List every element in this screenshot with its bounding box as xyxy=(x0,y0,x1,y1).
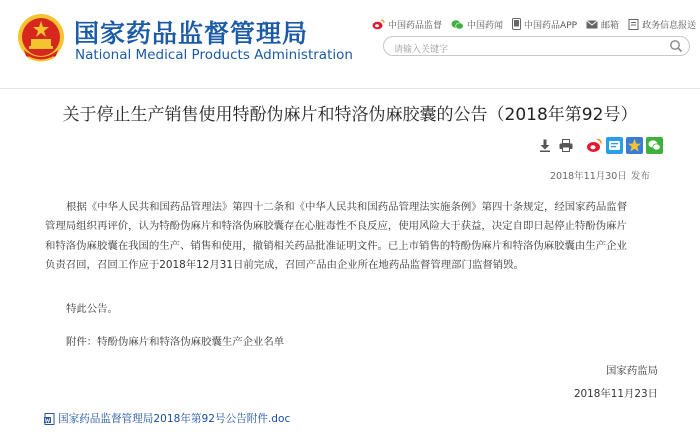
mail-icon xyxy=(586,20,598,29)
attachment-link[interactable] xyxy=(44,411,290,426)
paragraph-line: 和特洛伪麻胶囊在我国的生产、销售和使用，撤销相关药品批准证明文件。已上市销售的特酚伪麻片和特洛伪麻胶囊由生产企业 xyxy=(45,239,627,252)
article-paragraph-1 xyxy=(45,198,675,276)
top-links xyxy=(372,15,700,33)
toplink-label: 中国药闻 xyxy=(467,20,504,31)
wechat-icon xyxy=(451,19,464,30)
paragraph-line: 管理局组织再评价，认为特酚伪麻片和特洛伪麻胶囊存在心脏毒性不良反应，使用风险大于获益，决定自即日起停止特酚伪麻片 xyxy=(45,220,627,233)
publish-label: 发布 xyxy=(630,171,650,182)
site-name-en[interactable]: National Medical Products Administration xyxy=(75,47,353,63)
weibo-icon xyxy=(372,19,385,30)
share-wechat-button[interactable] xyxy=(646,137,663,154)
print-button[interactable] xyxy=(558,138,574,154)
search-input[interactable] xyxy=(394,41,654,59)
signature-date: 2018年11月23日 xyxy=(573,388,658,400)
header-divider xyxy=(0,88,700,89)
article-attachment-note: 附件：特酚伪麻片和特洛伪麻胶囊生产企业名单 xyxy=(66,336,285,348)
toplink-label: 中国药品APP xyxy=(524,20,578,31)
download-button[interactable] xyxy=(537,138,553,154)
signature-org: 国家药监局 xyxy=(606,365,658,377)
weibo-share-icon xyxy=(586,137,603,154)
paragraph-line: 根据《中华人民共和国药品管理法》第四十二条和《中华人民共和国药品管理法实施条例》第四十条规定，经国家药品监督 xyxy=(66,201,628,213)
article-closing: 特此公告。 xyxy=(66,303,118,315)
search-box xyxy=(383,36,690,56)
toplink-label: 中国药品监督 xyxy=(388,20,443,31)
share-favorite-button[interactable] xyxy=(626,137,643,154)
site-header xyxy=(0,0,700,88)
national-emblem-icon[interactable] xyxy=(16,12,66,64)
mobile-app-icon xyxy=(512,18,521,30)
toplink-mail[interactable] xyxy=(586,18,619,31)
search-icon[interactable] xyxy=(669,39,683,53)
toplink-weibo[interactable] xyxy=(372,18,442,31)
wechat-share-icon xyxy=(646,137,663,154)
site-name-cn[interactable]: 国家药品监督管理局 xyxy=(74,19,309,48)
toplink-label: 邮箱 xyxy=(601,20,620,31)
star-share-icon xyxy=(626,137,643,154)
article-tools xyxy=(537,137,666,154)
attachment-link-label: 国家药品监督管理局2018年第92号公告附件.doc xyxy=(58,413,291,425)
toplink-wechat[interactable] xyxy=(451,18,503,31)
publish-info xyxy=(550,168,650,182)
toplink-report[interactable] xyxy=(628,18,696,31)
report-icon xyxy=(628,19,639,30)
doc-file-icon xyxy=(44,413,56,425)
toplink-app[interactable] xyxy=(512,18,577,31)
qq-share-icon xyxy=(606,137,623,154)
paragraph-line: 负责召回，召回工作应于2018年12月31日前完成，召回产品由企业所在地药品监督管理部门监督销毁。 xyxy=(45,259,524,272)
publish-date: 2018年11月30日 xyxy=(550,171,627,182)
share-weibo-button[interactable] xyxy=(586,137,603,154)
download-icon xyxy=(539,139,551,152)
article-title: 关于停止生产销售使用特酚伪麻片和特洛伪麻胶囊的公告（2018年第92号） xyxy=(62,105,638,125)
print-icon xyxy=(559,139,573,152)
share-qq-button[interactable] xyxy=(606,137,623,154)
toplink-label: 政务信息报送 xyxy=(642,20,697,31)
